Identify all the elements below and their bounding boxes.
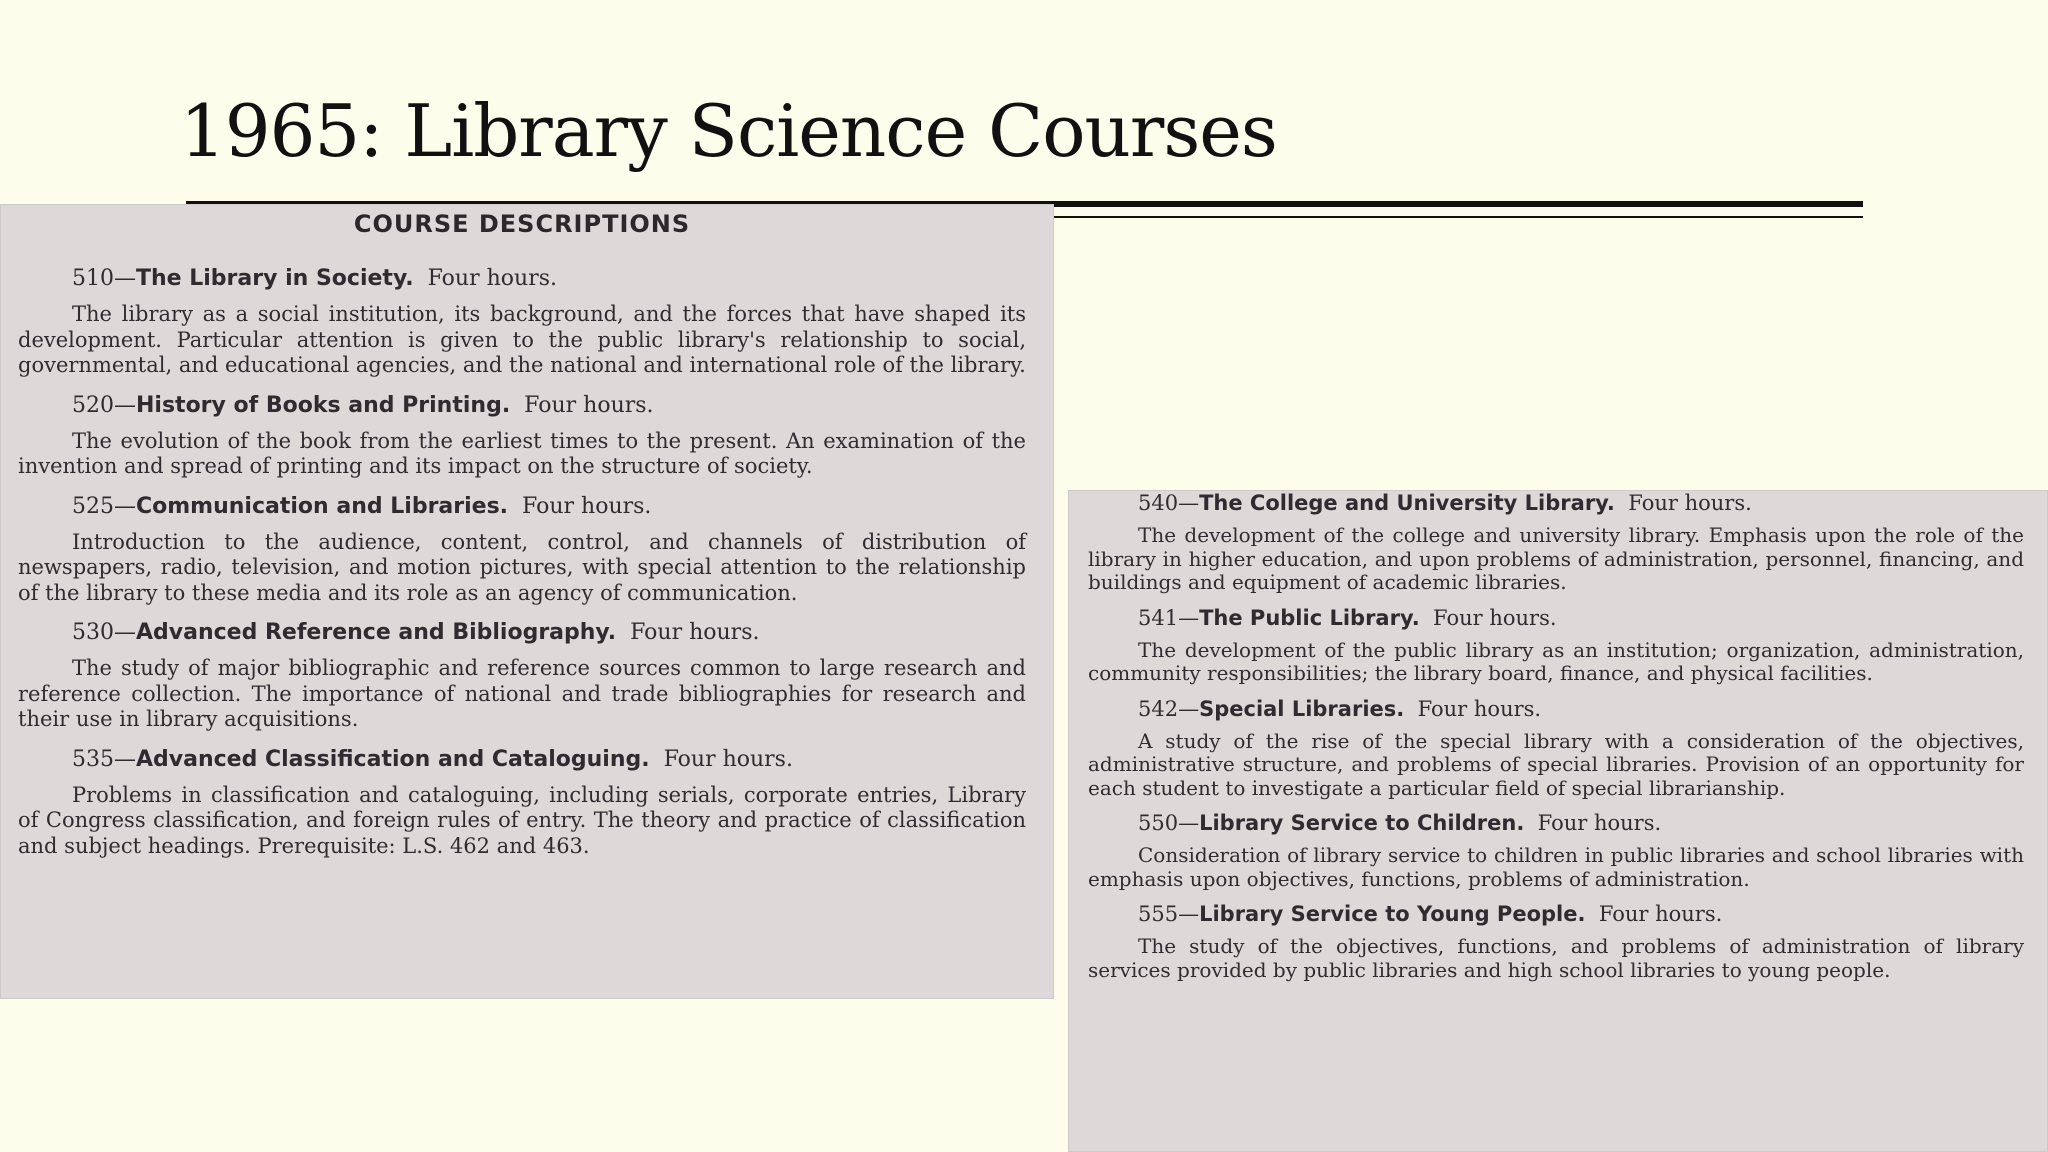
course-description: The library as a social institution, its background, and the forces that have shaped its development. Particular attention is given to the public library's relationship to social, governmental, and educational agencies, and the national and international role of the library.: [18, 302, 1026, 377]
course-header: [18, 391, 1026, 421]
course-hours: Four hours.: [1628, 491, 1752, 515]
course-description: The study of major bibliographic and reference sources common to large research and reference collection. The importance of national and trade bibliographies for research and their use in library acquisitions.: [18, 656, 1026, 731]
course-entry: [1088, 810, 2024, 891]
course-description: The evolution of the book from the earliest times to the present. An examination of the invention and spread of printing and its impact on the structure of society.: [18, 428, 1026, 478]
course-name: Communication and Libraries.: [136, 493, 509, 519]
course-number: 535—: [72, 746, 136, 772]
course-description: A study of the rise of the special library with a consideration of the objectives, administrative structure, and problems of special libraries. Provision of an opportunity for each student to investigate a particular field of special librarianship.: [1088, 728, 2024, 800]
course-description: Problems in classification and cataloguing, including serials, corporate entries, Library of Congress classification, and foreign rules of entry. The theory and practice of classification and subject headings. Prerequisite: L.S. 462 and 463.: [18, 782, 1026, 858]
course-description: Consideration of library service to children in public libraries and school libraries with emphasis upon objectives, functions, problems of administration.: [1088, 843, 2024, 891]
course-header: [18, 492, 1026, 522]
course-name: Advanced Reference and Bibliography.: [136, 620, 617, 645]
course-description: The study of the objectives, functions, and problems of administration of library services provided by public libraries and high school libraries to young people.: [1088, 934, 2024, 982]
course-hours: Four hours.: [1598, 902, 1723, 926]
course-number: 510—: [72, 266, 136, 291]
course-header: [1088, 901, 2024, 927]
course-entry: [18, 264, 1026, 379]
course-entry: [1088, 490, 2024, 595]
course-descriptions-clipping-left: [0, 204, 1054, 999]
course-hours: Four hours.: [1433, 605, 1557, 630]
course-entry: [1088, 901, 2024, 982]
course-description: Introduction to the audience, content, control, and channels of distribution of newspapers, radio, television, and motion pictures, with special attention to the relationship of the library to these media and its role as an agency of communication.: [18, 529, 1026, 605]
course-number: 525—: [72, 493, 136, 519]
course-header: [1088, 490, 2024, 516]
course-hours: Four hours.: [630, 620, 760, 645]
course-entry: [1088, 696, 2024, 801]
course-header: [1088, 810, 2024, 836]
course-hours: Four hours.: [522, 493, 652, 519]
course-description: The development of the college and university library. Emphasis upon the role of the library in higher education, and upon problems of administration, personnel, financing, and buildings and equipment of academic libraries.: [1088, 523, 2024, 594]
course-number: 541—: [1138, 605, 1200, 630]
course-number: 550—: [1138, 811, 1200, 835]
clipping-heading: COURSE DESCRIPTIONS: [353, 210, 691, 238]
slide-title: 1965: Library Science Courses: [180, 89, 1277, 173]
course-name: The Library in Society.: [136, 266, 414, 291]
course-name: History of Books and Printing.: [136, 392, 511, 418]
course-descriptions-clipping-right: [1068, 490, 2048, 1152]
course-header: [1088, 696, 2024, 722]
course-header: [18, 264, 1026, 294]
course-hours: Four hours.: [663, 746, 793, 772]
course-entry: [18, 745, 1026, 860]
course-name: Advanced Classification and Cataloguing.: [136, 746, 650, 772]
course-hours: Four hours.: [427, 266, 557, 291]
course-entry: [1088, 605, 2024, 686]
course-name: Library Service to Young People.: [1199, 902, 1586, 926]
course-number: 520—: [72, 392, 136, 418]
course-name: The Public Library.: [1199, 605, 1420, 630]
course-entry: [18, 618, 1026, 733]
course-entry: [18, 391, 1026, 480]
course-hours: Four hours.: [1417, 696, 1542, 721]
course-number: 555—: [1138, 902, 1200, 926]
course-name: Library Service to Children.: [1199, 811, 1525, 835]
course-hours: Four hours.: [1537, 811, 1662, 835]
course-name: The College and University Library.: [1199, 491, 1615, 515]
course-header: [18, 618, 1026, 648]
course-description: The development of the public library as an institution; organization, administration, community responsibilities; the library board, finance, and physical facilities.: [1088, 637, 2024, 685]
course-number: 530—: [72, 620, 136, 645]
course-name: Special Libraries.: [1199, 696, 1405, 721]
course-hours: Four hours.: [524, 392, 654, 418]
course-number: 540—: [1138, 491, 1200, 515]
course-header: [1088, 605, 2024, 631]
course-entry: [18, 492, 1026, 607]
course-number: 542—: [1138, 696, 1200, 721]
course-header: [18, 745, 1026, 775]
